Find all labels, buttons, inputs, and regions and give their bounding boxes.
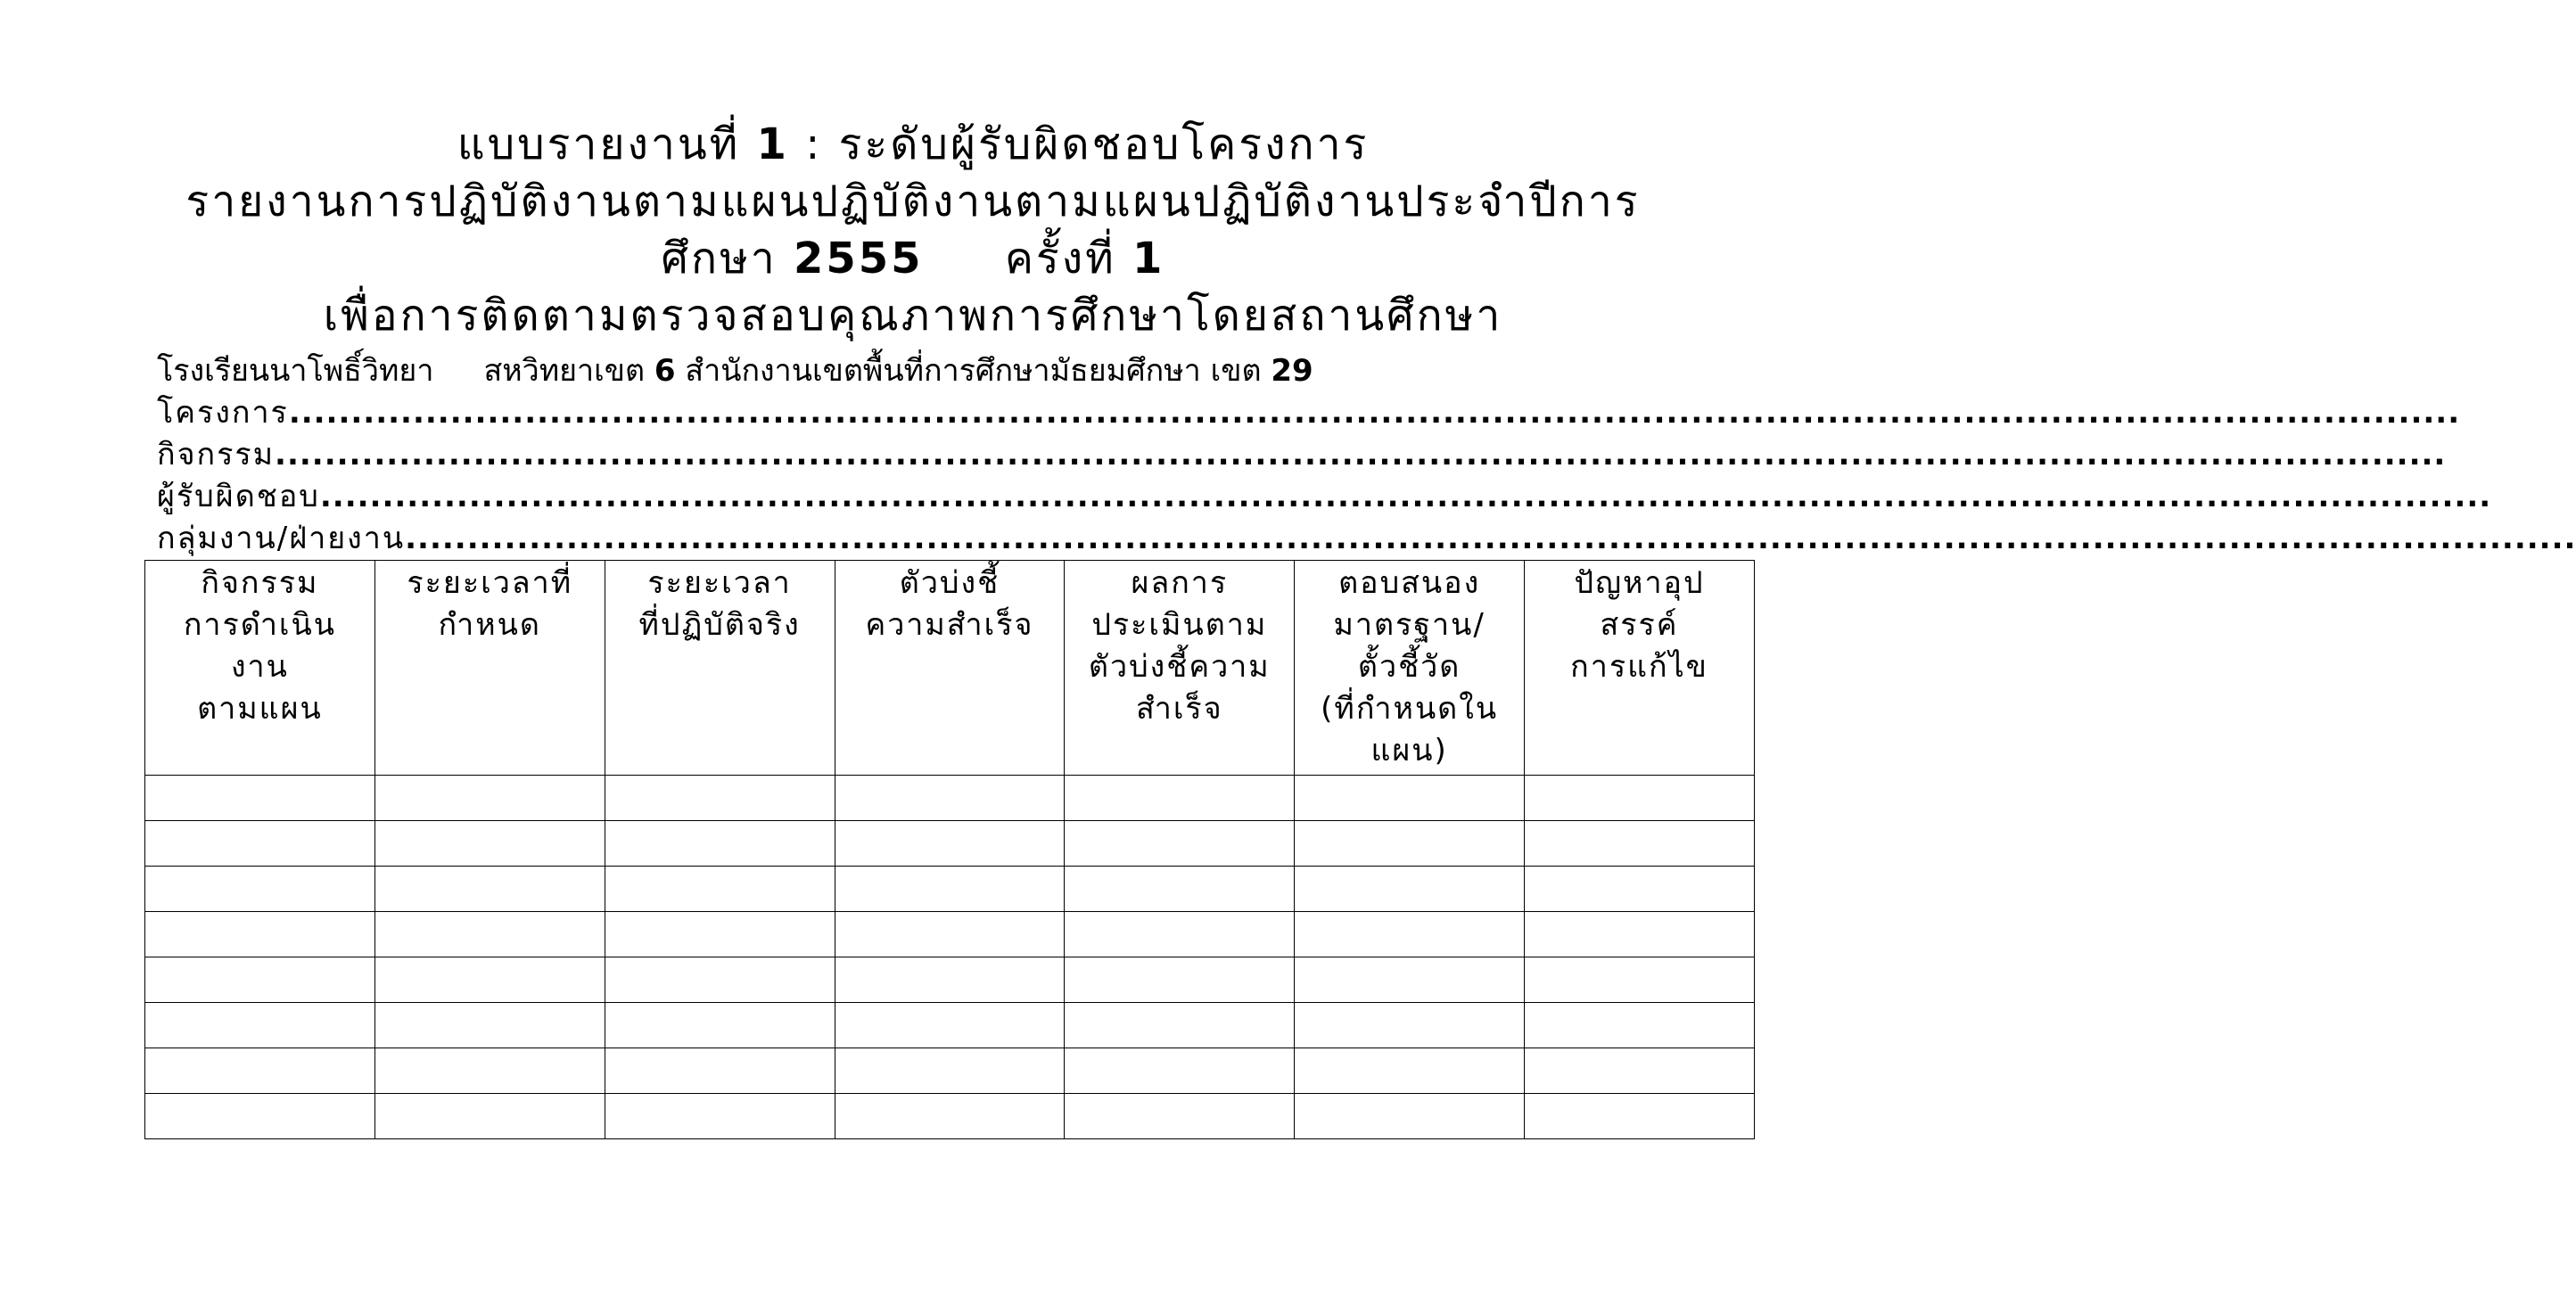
table-cell[interactable] [835, 957, 1065, 1003]
table-cell[interactable] [835, 867, 1065, 912]
table-cell[interactable] [1295, 1094, 1525, 1139]
table-cell[interactable] [1295, 821, 1525, 867]
table-cell[interactable] [145, 1094, 375, 1139]
school-name: โรงเรียนนาโพธิ์วิทยา [157, 353, 434, 389]
table-cell[interactable] [374, 821, 605, 867]
table-cell[interactable] [835, 912, 1065, 957]
column-header: ระยะเวลา ที่ปฏิบัติจริง [605, 561, 835, 776]
table-cell[interactable] [1295, 776, 1525, 821]
report-info [157, 349, 2576, 560]
field-fill-dots[interactable]: ............................................................................................................................................................................... [288, 395, 2461, 431]
table-cell[interactable] [835, 821, 1065, 867]
table-cell[interactable] [1065, 957, 1295, 1003]
column-header: ผลการ ประเมินตาม ตัวบ่งชี้ความ สำเร็จ [1065, 561, 1295, 776]
table-cell[interactable] [1525, 1003, 1755, 1048]
report-title [0, 116, 1826, 344]
table-cell[interactable] [835, 776, 1065, 821]
table-cell[interactable] [1525, 957, 1755, 1003]
table-cell[interactable] [1065, 821, 1295, 867]
field-fill-dots[interactable]: ............................................................................................................................................................................... [405, 521, 2576, 556]
table-body [145, 776, 1755, 1139]
field-label: โครงการ [157, 395, 289, 431]
table-cell[interactable] [1525, 1048, 1755, 1094]
field-line [157, 476, 2492, 518]
table-cell[interactable] [605, 1003, 835, 1048]
table-cell[interactable] [145, 1048, 375, 1094]
school-office: สำนักงานเขตพื้นที่การศึกษามัธยมศึกษา เขต 29 [675, 353, 1313, 389]
column-header: ปัญหาอุป สรรค์ การแก้ไข [1525, 561, 1755, 776]
column-header: ตอบสนอง มาตรฐาน/ ตั้วชี้วัด (ที่กำหนดใน แผน) [1295, 561, 1525, 776]
field-fill-dots[interactable]: ............................................................................................................................................................................... [275, 437, 2447, 472]
field-fill-dots[interactable]: ............................................................................................................................................................................... [319, 479, 2492, 514]
table-cell[interactable] [374, 776, 605, 821]
title-line-3: ศึกษา 2555 ครั้งที่ 1 [661, 234, 1165, 283]
table-cell[interactable] [1065, 912, 1295, 957]
table-row [145, 776, 1755, 821]
table-row [145, 1048, 1755, 1094]
table-cell[interactable] [1295, 957, 1525, 1003]
table-cell[interactable] [1065, 1094, 1295, 1139]
table-header-row [145, 561, 1755, 776]
table-cell[interactable] [1525, 1094, 1755, 1139]
table-cell[interactable] [145, 912, 375, 957]
field-line [157, 434, 2447, 476]
column-header: ระยะเวลาที่ กำหนด [374, 561, 605, 776]
table-cell[interactable] [1525, 912, 1755, 957]
table-cell[interactable] [605, 912, 835, 957]
table-row [145, 957, 1755, 1003]
table-cell[interactable] [374, 957, 605, 1003]
table-cell[interactable] [605, 867, 835, 912]
table-row [145, 1003, 1755, 1048]
table-cell[interactable] [145, 821, 375, 867]
title-line-4: เพื่อการติดตามตรวจสอบคุณภาพการศึกษาโดยสถานศึกษา [323, 291, 1503, 341]
table-cell[interactable] [1525, 821, 1755, 867]
table-cell[interactable] [374, 912, 605, 957]
field-label: กิจกรรม [157, 437, 276, 472]
field-line [157, 518, 2576, 560]
table-cell[interactable] [145, 1003, 375, 1048]
field-label: ผู้รับผิดชอบ [157, 479, 320, 514]
field-line [157, 392, 2461, 434]
table-cell[interactable] [374, 1048, 605, 1094]
table-row [145, 1094, 1755, 1139]
table-cell[interactable] [1295, 867, 1525, 912]
column-header: ตัวบ่งชี้ ความสำเร็จ [835, 561, 1065, 776]
title-line-2: รายงานการปฏิบัติงานตามแผนปฏิบัติงานตามแผนปฏิบัติงานประจำปีการ [185, 177, 1641, 226]
table-cell[interactable] [1525, 776, 1755, 821]
table-cell[interactable] [145, 776, 375, 821]
school-line [157, 349, 1744, 392]
table-cell[interactable] [1295, 1003, 1525, 1048]
report-table [144, 560, 1755, 1139]
table-cell[interactable] [605, 821, 835, 867]
table-row [145, 821, 1755, 867]
table-cell[interactable] [605, 1094, 835, 1139]
table-cell[interactable] [835, 1048, 1065, 1094]
table-cell[interactable] [145, 957, 375, 1003]
table-cell[interactable] [605, 776, 835, 821]
table-cell[interactable] [1065, 1003, 1295, 1048]
table-cell[interactable] [374, 867, 605, 912]
table-cell[interactable] [1295, 912, 1525, 957]
school-group: สหวิทยาเขต 6 [483, 353, 676, 389]
column-header: กิจกรรม การดำเนิน งาน ตามแผน [145, 561, 375, 776]
table-row [145, 867, 1755, 912]
table-cell[interactable] [835, 1094, 1065, 1139]
table-cell[interactable] [605, 957, 835, 1003]
title-line-1: แบบรายงานที่ 1 : ระดับผู้รับผิดชอบโครงการ [457, 119, 1370, 169]
table-cell[interactable] [1065, 776, 1295, 821]
table-cell[interactable] [1065, 1048, 1295, 1094]
field-label: กลุ่มงาน/ฝ่ายงาน [157, 521, 406, 556]
table-cell[interactable] [835, 1003, 1065, 1048]
form-fields [157, 392, 2576, 560]
table-cell[interactable] [605, 1048, 835, 1094]
table-cell[interactable] [145, 867, 375, 912]
table-cell[interactable] [1065, 867, 1295, 912]
table-cell[interactable] [1525, 867, 1755, 912]
table-row [145, 912, 1755, 957]
table-cell[interactable] [1295, 1048, 1525, 1094]
table-cell[interactable] [374, 1003, 605, 1048]
table-cell[interactable] [374, 1094, 605, 1139]
